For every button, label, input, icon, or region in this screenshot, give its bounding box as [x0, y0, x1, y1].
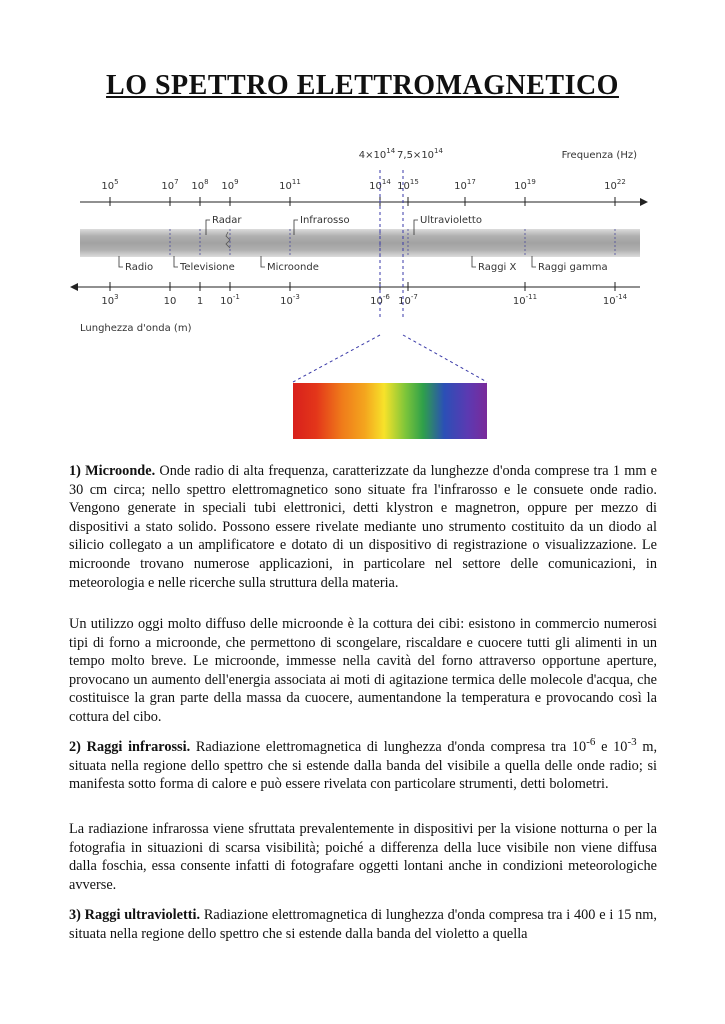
- frequency-tick-label: $10^5$: [101, 178, 119, 192]
- visible-light-spectrum: [293, 383, 487, 439]
- wavelength-tick-label: 1: [196, 296, 204, 307]
- section-text: Radiazione elettromagnetica di lunghezza d'onda compresa tra i 400 e i 15 nm, situata nella regione dello spettro che si estende dalla banda del violetto a quella: [69, 907, 658, 942]
- frequency-tick-label: $10^{14}$: [369, 178, 391, 192]
- wavelength-tick-label: $10^{-3}$: [280, 293, 300, 307]
- page-title: LO SPETTRO ELETTROMAGNETICO: [106, 70, 619, 101]
- visible-freq-label: $7,5\times 10^{14}$: [397, 147, 443, 161]
- frequency-tick-label: $10^{19}$: [514, 178, 536, 192]
- spectrum-band: [80, 229, 640, 257]
- frequency-tick-label: $10^8$: [191, 178, 209, 192]
- band-label-infrarosso: Infrarosso: [300, 215, 350, 226]
- wavelength-tick-label: 10: [163, 296, 177, 307]
- wavelength-tick-label: $10^{-7}$: [398, 293, 418, 307]
- band-label-ultravioletto: Ultravioletto: [420, 215, 482, 226]
- band-label-raggi-x: Raggi X: [478, 262, 517, 273]
- section-microonde-cont: [69, 615, 657, 727]
- frequency-axis-label: Frequenza (Hz): [561, 150, 637, 161]
- section-text: Un utilizzo oggi molto diffuso delle microonde è la cottura dei cibi: esistono in commercio numerosi tipi di forno a microonde, che permettono di scongelare, riscaldare e cuocere tutti gli alimenti in un tempo molto breve. Le microonde, immesse nella cavità del forno attraverso opportune aperture, provocano un aumento dell'energia associata ai moti di agitazione termica delle molecole d'acqua, che costituisce la gran parte della massa da cuocere, aumentandone la temperatura e provocando così la cottura del cibo.: [69, 616, 657, 725]
- band-marker: [532, 256, 536, 267]
- wavelength-tick-label: $10^{-6}$: [370, 293, 390, 307]
- band-label-radio: Radio: [125, 262, 154, 273]
- frequency-tick-label: $10^7$: [161, 178, 179, 192]
- visible-freq-label: $4\times 10^{14}$: [358, 147, 396, 161]
- band-label-microonde: Microonde: [267, 262, 319, 273]
- band-marker: [261, 256, 265, 267]
- wavelength-axis-label: Lunghezza d'onda (m): [80, 323, 192, 334]
- section-heading: 2) Raggi infrarossi.: [69, 739, 191, 755]
- frequency-tick-label: $10^9$: [221, 178, 239, 192]
- wavelength-tick-label: $10^3$: [101, 293, 119, 307]
- wavelength-axis: [70, 283, 640, 291]
- section-infrarossi: 2) Raggi infrarossi. Radiazione elettromagnetica di lunghezza d'onda compresa tra $10^{-6}$ e $10^{-3}$ m, situata nella regione dello spettro che si estende dalla banda del visibile a quella delle onde radio; si manifesta sotto forma di calore e può essere rivelata con particolare strumenti, detti bolometri.: [69, 736, 658, 793]
- frequency-tick-label: $10^{15}$: [397, 178, 419, 192]
- band-marker: [119, 256, 123, 267]
- frequency-tick-label: $10^{11}$: [279, 178, 301, 192]
- band-marker: [472, 256, 476, 267]
- electromagnetic-spectrum-diagram: [0, 140, 725, 450]
- wavelength-tick-label: $10^{-11}$: [512, 293, 538, 307]
- frequency-tick-label: $10^{17}$: [454, 178, 476, 192]
- wavelength-tick-label: $10^{-1}$: [220, 293, 240, 307]
- band-label-raggi-gamma: Raggi gamma: [538, 262, 608, 273]
- band-marker: [174, 256, 178, 267]
- section-text: Onde radio di alta frequenza, caratterizzate da lunghezze d'onda comprese tra 1 mm e 30 cm circa; nello spettro elettromagnetico sono situate fra l'infrarosso e le consuete onde radio. Vengono generate in speciali tubi elettronici, detti klystron e magnetron, oppure per mezzo di dispositivi a stato solido. Possono essere rivelate mediante uno strumento costituito da un diodo al silicio collegato a un amplificatore e dotato di un dispositivo di registrazione o visualizzazione. Le microonde trovano numerose applicazioni, in particolare nel settore delle comunicazioni, in meteorologia e nelle ricerche sulla struttura della materia.: [69, 463, 658, 591]
- section-text: La radiazione infrarossa viene sfruttata prevalentemente in dispositivi per la visione notturna o per la fotografia in situazioni di scarsa visibilità; poiché a differenza della luce visibile non viene diffusa dalla foschia, essa consente infatti di fotografare oggetti lontani anche in condizioni meteorologiche avverse.: [69, 821, 657, 893]
- wavelength-tick-label: $10^{-14}$: [602, 293, 628, 307]
- band-label-radar: Radar: [212, 215, 242, 226]
- frequency-axis: [80, 198, 648, 206]
- section-microonde: [69, 462, 657, 592]
- section-heading: 3) Raggi ultravioletti.: [69, 907, 201, 923]
- band-label-televisione: Televisione: [180, 262, 235, 273]
- section-heading: 1) Microonde.: [69, 463, 156, 479]
- frequency-tick-label: $10^{22}$: [604, 178, 626, 192]
- section-infrarossi-cont: [69, 820, 657, 894]
- section-ultravioletti: [69, 906, 657, 943]
